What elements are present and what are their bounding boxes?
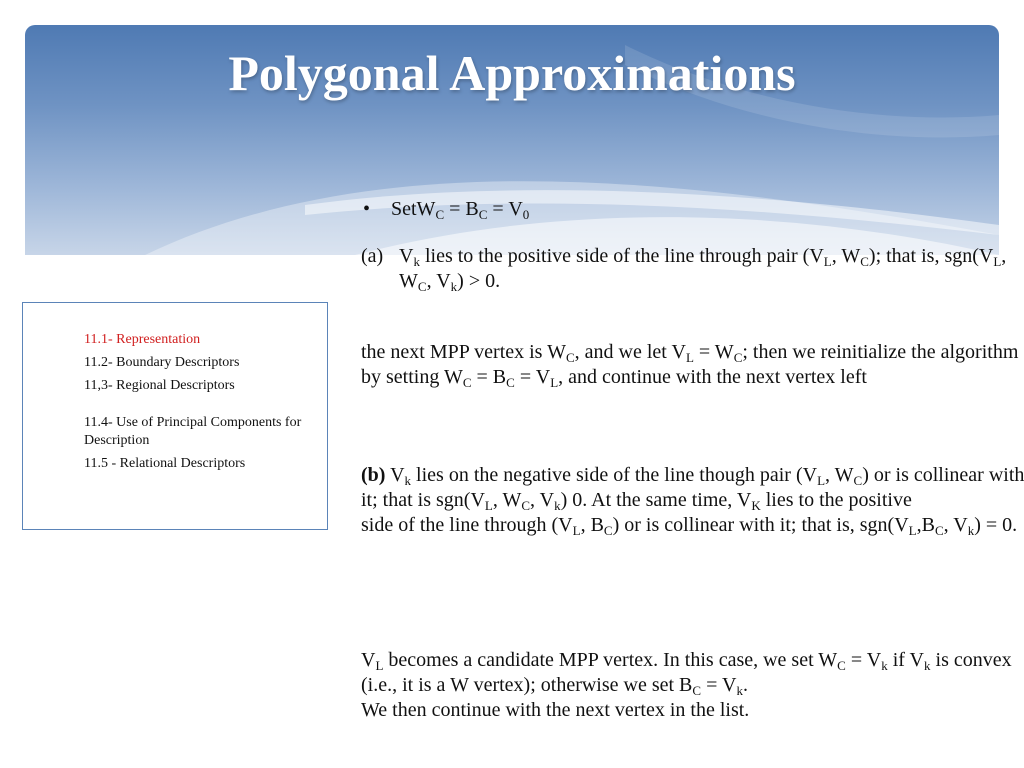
item-a <box>361 244 1024 294</box>
toc-item-principal-components[interactable]: 11.4- Use of Principal Components for Description <box>84 415 302 448</box>
page-title: Polygonal Approximations <box>228 45 796 101</box>
toc-box <box>22 302 328 530</box>
toc-item-boundary-descriptors[interactable]: 11.2- Boundary Descriptors <box>84 355 240 370</box>
toc-list <box>84 331 314 478</box>
toc-item-regional-descriptors[interactable]: 11,3- Regional Descriptors <box>84 378 235 393</box>
paragraph-next-mpp: the next MPP vertex is $W_C$, and we let $V_L = W_C$; then we reinitialize the algorithm by setting $W_C = B_C = V_L$, and continue with the next vertex left <box>361 341 1019 390</box>
paragraph-item-b: (b) $V_k$ lies on the negative side of the line though pair ($V_L$, $W_C$) or is collinear with it; that is $sgn(V_L$, $W_C$, $V_k$) 0. At the same time, $V_K$ lies to the positive side of the line through ($V_L$, $B_C$) or is collinear with it; that is, $sgn(V_L,B_C$, $V_k) = 0$. <box>361 464 1024 538</box>
toc-item-representation[interactable]: 11.1- Representation <box>84 332 201 347</box>
bullet-set-wc: • SetW$_C$ = $B_C = V_0$ <box>363 198 530 222</box>
paragraph-candidate-vertex: $V_L$ becomes a candidate MPP vertex. In this case, we set $W_C = V_k$ if $V_k$ is convex (i.e., it is a W vertex); otherwise we set $B_C = V_k$. We then continue with the next vertex in the list. <box>361 649 1012 721</box>
toc-item-relational-descriptors[interactable]: 11.5 - Relational Descriptors <box>84 456 246 471</box>
item-a-text: $V_k$ lies to the positive side of the line through pair ($V_L$, $W_C$); that is, $sgn(V_L$, $W_C$, $V_k) > 0$. <box>399 245 1007 294</box>
item-a-label: (a) <box>361 245 384 267</box>
